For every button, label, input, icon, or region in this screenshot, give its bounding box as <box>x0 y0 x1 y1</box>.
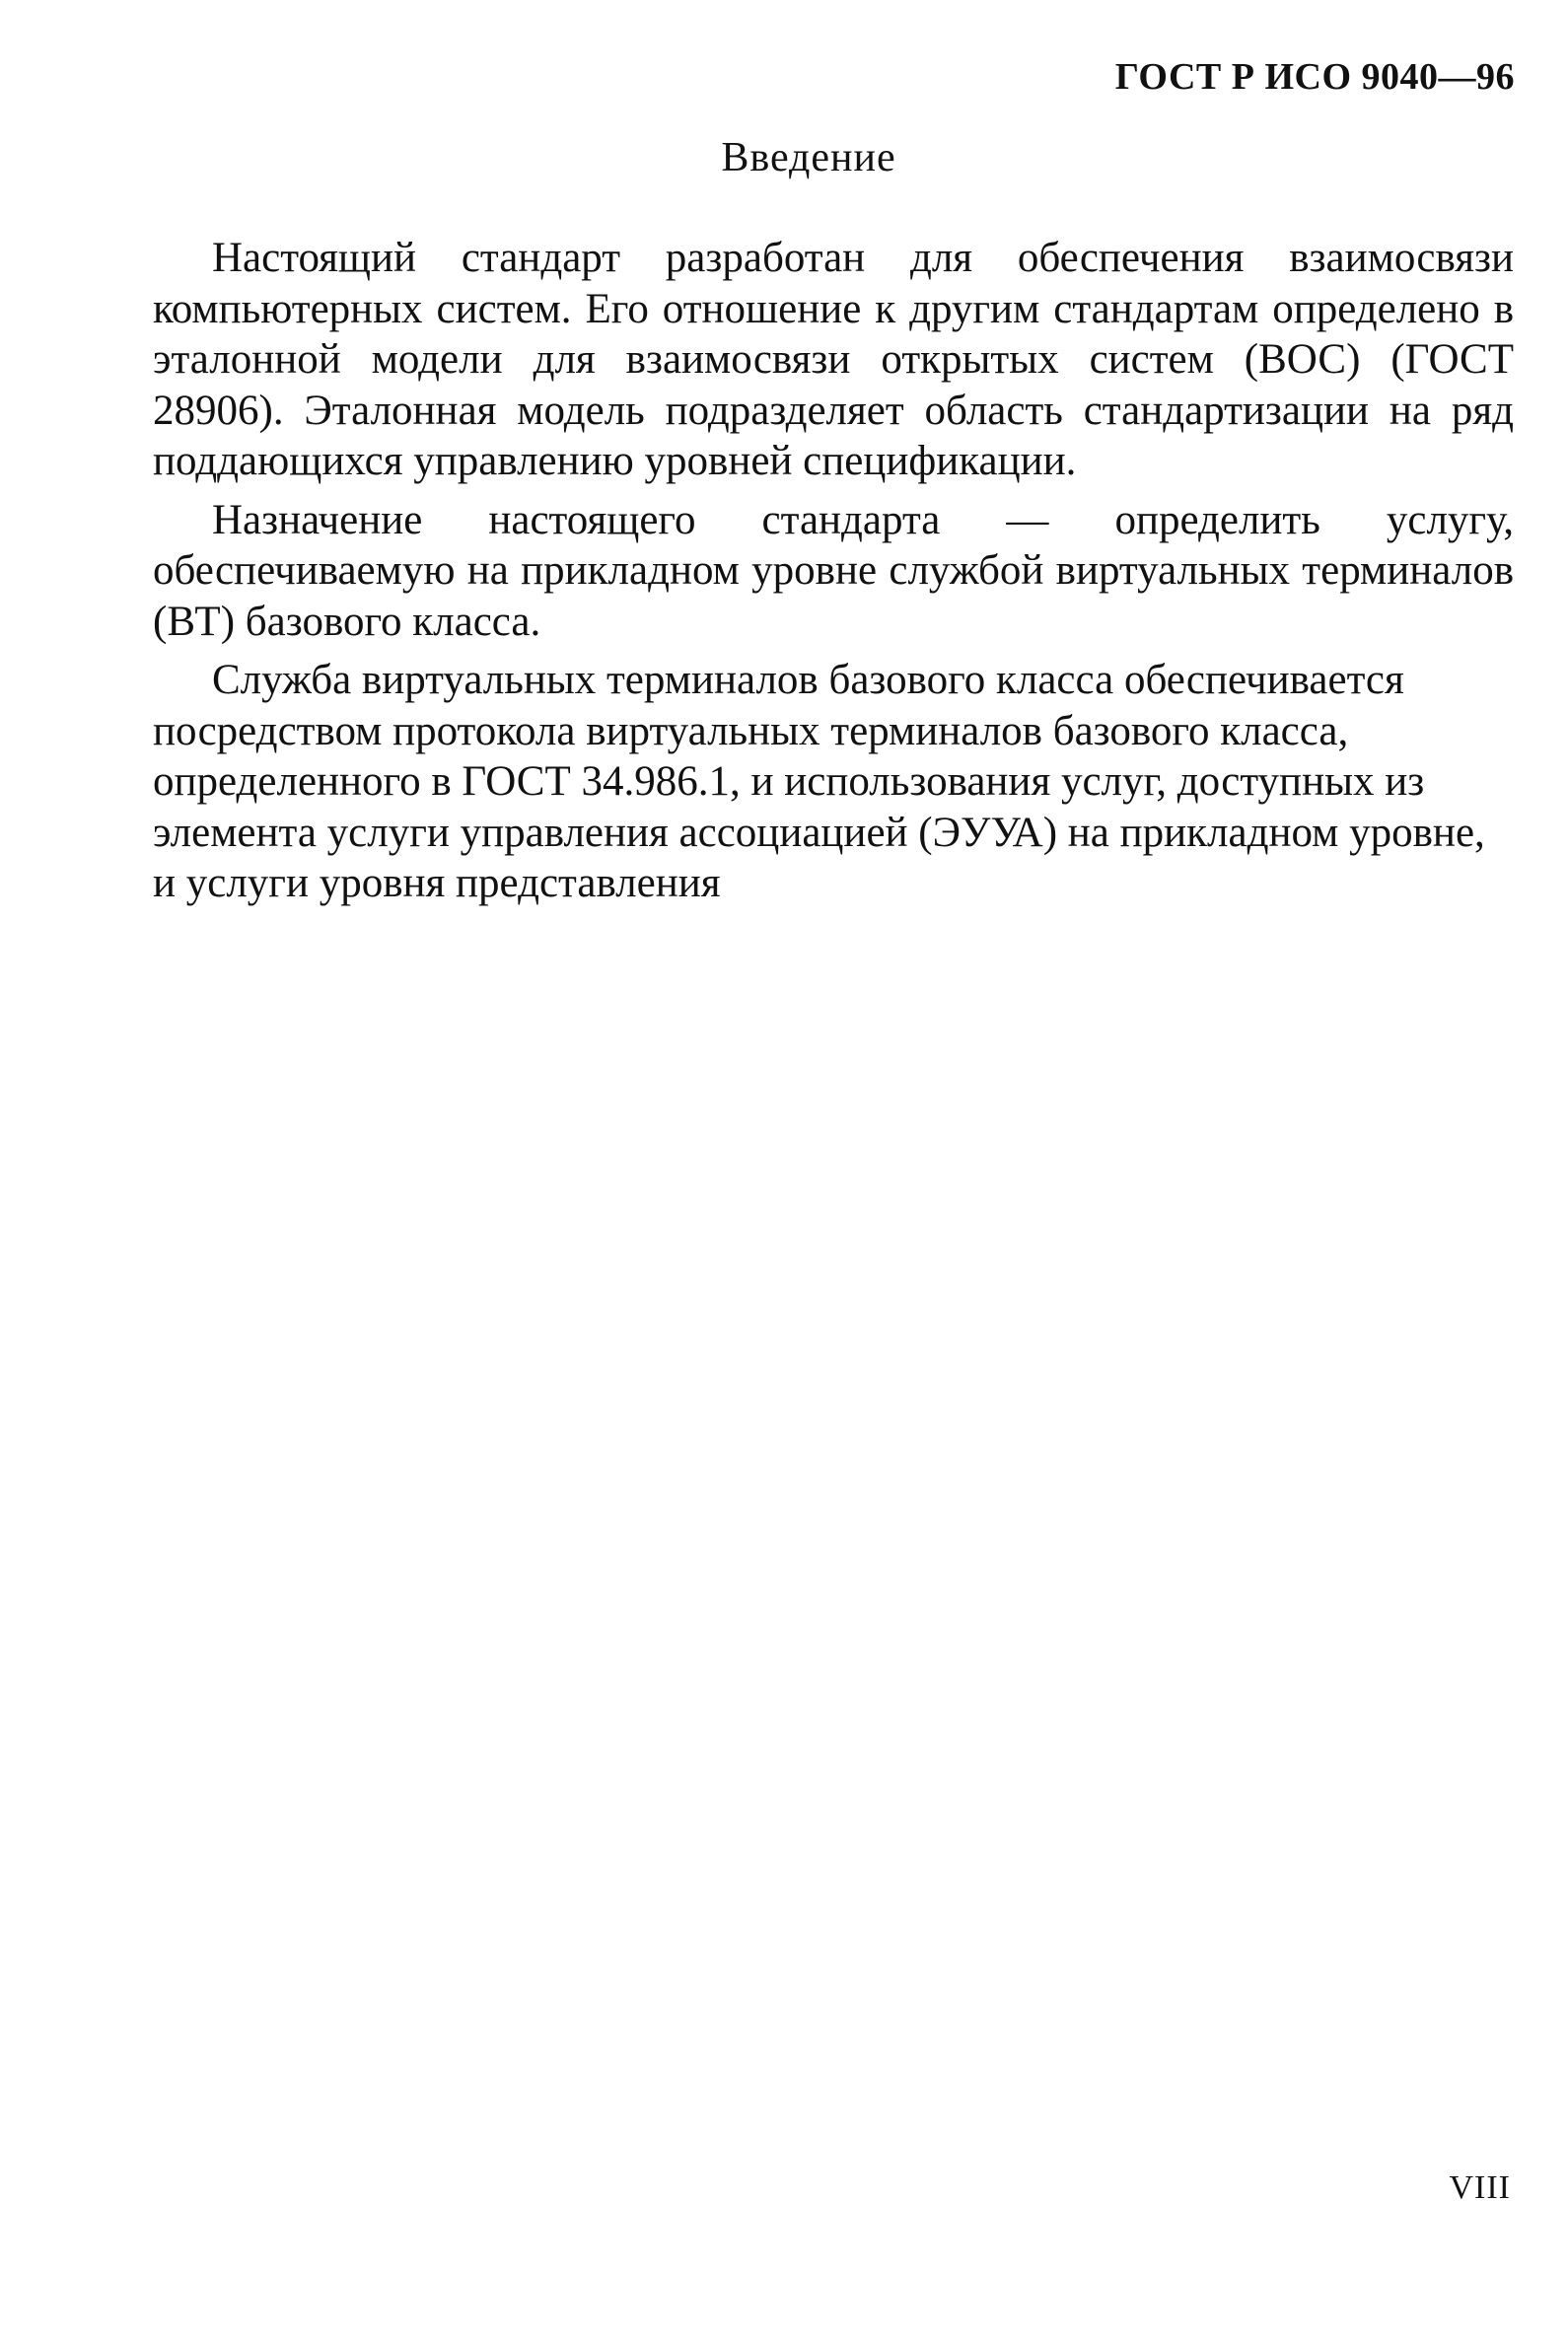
paragraph-2: Назначение настоящего стандарта — определить услугу, обеспечиваемую на прикладном уровне службой виртуальных терминалов (ВТ) базового класса. <box>153 496 1514 645</box>
paragraph-1: Настоящий стандарт разработан для обеспечения взаимосвязи компьютерных систем. Его отношение к другим стандартам определено в эталонной модели для взаимосвязи открытых систем (ВОС) (ГОСТ 28906). Эталонная модель подразделяет область стандартизации на ряд поддающихся управлению уровней спецификации. <box>153 235 1514 484</box>
paragraph-3: Служба виртуальных терминалов базового класса обеспечивается посредством протокола виртуальных терминалов базового класса, определенного в ГОСТ 34.986.1, и использования услуг, доступных из элемента услуги управления ассоциацией (ЭУУА) на прикладном уровне, и услуги уровня представления <box>153 657 1485 906</box>
body-text <box>153 233 1514 917</box>
section-title: Введение <box>721 135 896 180</box>
document-code-header: ГОСТ Р ИСО 9040—96 <box>1114 56 1515 98</box>
page-number: VIII <box>1449 2169 1511 2206</box>
